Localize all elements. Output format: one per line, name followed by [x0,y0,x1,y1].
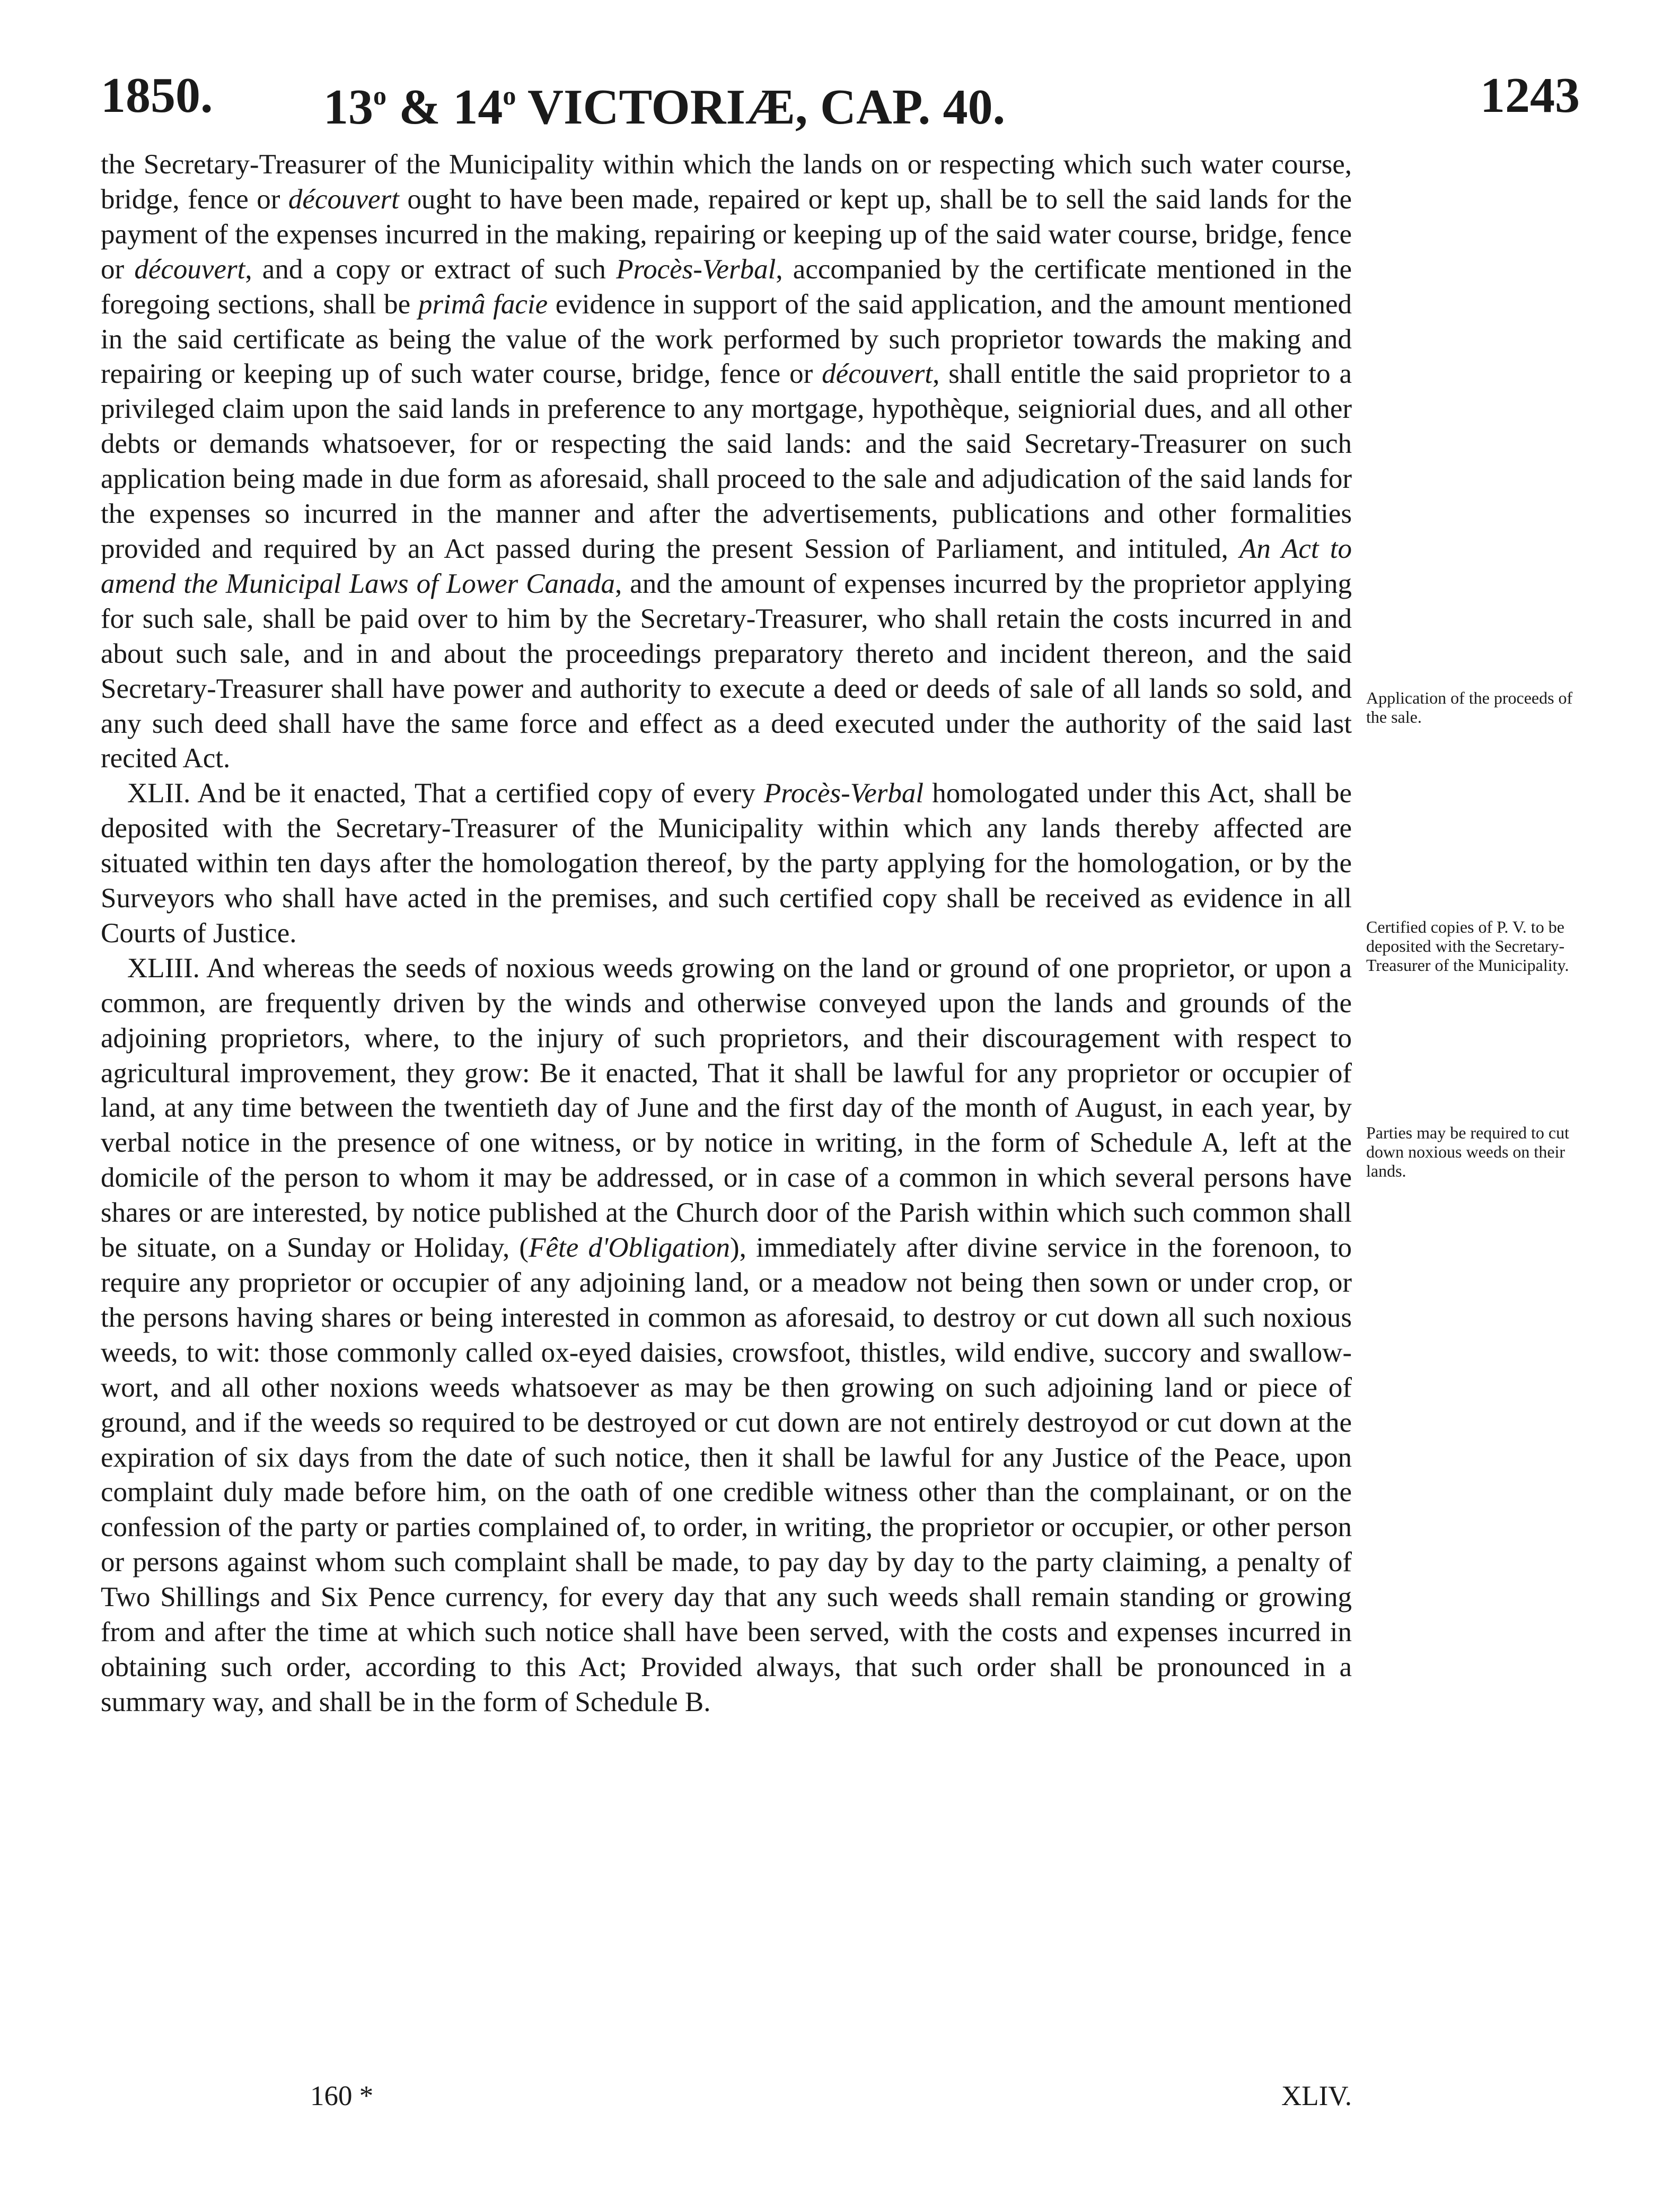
text-run: , and a copy or extract of such [245,253,617,285]
header-year: 1850. [101,68,213,123]
italic-term: découvert [288,183,399,215]
section-xlii [101,776,1352,951]
text-run: , accompanied by the certificate mentioned in the foregoing sections, shall be [101,253,1352,320]
text-run: homologated under this Act, shall be deposited with the Secretary-Treasurer of the Municipality within which any lands thereby affected are situated within ten days after the homologation thereof, by the party applying for the homologation, or by the Surveyors who shall have acted in the premises, and such certified copy shall be received as evidence in all Courts of Justice. [101,778,1352,949]
header-ord-13: o [373,81,386,110]
italic-term: Procès-Verbal [616,253,776,285]
running-header [101,64,1580,135]
text-run: ), immediately after divine service in the forenoon, to require any proprietor or occupier of any adjoining land, or a meadow not being then sown or under crop, or the persons having shares or being interested in common as aforesaid, to destroy or cut down all such noxious weeds, to wit: those commonly called ox-eyed daisies, crowsfoot, thistles, wild endive, succory and swallow-wort, and all other noxions weeds whatsoever as may be then growing on such adjoining land or piece of ground, and if the weeds so required to be destroyed or cut down are not entirely destroyod or cut down at the expiration of six days from the date of such notice, then it shall be lawful for any Justice of the Peace, upon complaint duly made before him, on the oath of one credible witness other than the complainant, or on the confession of the party or parties complained of, to order, in writing, the proprietor or occupier, or other person or persons against whom such complaint shall be made, to pay day by day to the party claiming, a penalty of Two Shillings and Six Pence currency, for every day that any such weeds shall remain standing or growing from and after the time at which such notice shall have been served, with the costs and expenses incurred in obtaining such order, according to this Act; Provided always, that such order shall be pronounced in a summary way, and shall be in the form of Schedule B. [101,1232,1352,1717]
text-run: , shall entitle the said proprietor to a privileged claim upon the said lands in preference to any mortgage, hypothèque, seigniorial dues, and all other debts or demands whatsoever, for or respecting the said lands: and the said Secretary-Treasurer on such application being made in due form as aforesaid, shall proceed to the sale and adjudication of the said lands for the expenses so incurred in the manner and after the advertisements, publications and other formalities provided and required by an Act passed during the present Session of Parliament, and intituled, [101,358,1352,564]
italic-term: découvert [134,253,245,285]
text-run: the Secretary-Treasurer of the Municipality within which the lands on or respecting which such water course, bridge, fence or [101,149,1352,215]
header-page-number: 1243 [1480,68,1580,123]
header-amp: & [399,80,441,135]
italic-term: Procès-Verbal [763,778,924,809]
section-xliii [101,951,1352,1720]
italic-term: découvert [822,358,933,390]
marginal-note-certified-copies: Certified copies of P. V. to be deposited with the Secretary-Treasurer of the Municipality. [1366,917,1569,975]
header-reign-14: 14 [453,80,503,135]
catchword: XLIV. [1281,2081,1352,2111]
marginal-note-noxious-weeds: Parties may be required to cut down noxious weeds on their lands. [1366,1123,1569,1180]
italic-term: Fête d'Obligation [529,1232,730,1264]
text-run: evidence in support of the said application, and the amount mentioned in the said certificate as being the value of the work performed by such proprietor towards the making and repairing or keeping up of such water course, bridge, fence or [101,288,1352,390]
header-title [323,64,1005,139]
italic-act-title: An Act to amend the Municipal Laws of Lower Canada [101,533,1352,599]
text-run: XLIII. And whereas the seeds of noxious weeds growing on the land or ground of one proprietor, or upon a common, are frequently driven by the winds and otherwise conveyed upon the lands and grounds of the adjoining proprietors, where, to the injury of such proprietors, and their discouragement with respect to agricultural improvement, they grow: Be it enacted, That it shall be lawful for any proprietor or occupier of land, at any time between the twentieth day of June and the first day of the month of August, in each year, by verbal notice in the presence of one witness, or by notice in writing, in the form of Schedule A, left at the domicile of the person to whom it may be addressed, or in case of a common in which several persons have shares or are interested, by notice published at the Church door of the Parish within which such common shall be situate, on a Sunday or Holiday, ( [101,952,1352,1264]
header-ord-14: o [503,81,516,110]
page-footer [101,2078,1352,2115]
text-run: , and the amount of expenses incurred by the proprietor applying for such sale, shall be paid over to him by the Secretary-Treasurer, who shall retain the costs incurred in and about such sale, and in and about the proceedings preparatory thereto and incident thereon, and the said Secretary-Treasurer shall have power and authority to execute a deed or deeds of sale of all lands so sold, and any such deed shall have the same force and effect as a deed executed under the authority of the said last recited Act. [101,568,1352,774]
header-title-rest: VICTORIÆ, CAP. 40. [527,80,1006,135]
signature-mark: 160 * [310,2081,374,2111]
header-reign-13: 13 [323,80,373,135]
main-text [101,147,1352,1720]
text-run: XLII. And be it enacted, That a certified copy of every [127,778,764,809]
italic-term: primâ facie [418,288,548,320]
paragraph-continuation [101,147,1352,776]
marginal-note-application: Application of the proceeds of the sale. [1366,688,1573,726]
text-run: ought to have been made, repaired or kept up, shall be to sell the said lands for the payment of the expenses incurred in the making, repairing or keeping up of the said water course, bridge, fence or [101,183,1352,285]
